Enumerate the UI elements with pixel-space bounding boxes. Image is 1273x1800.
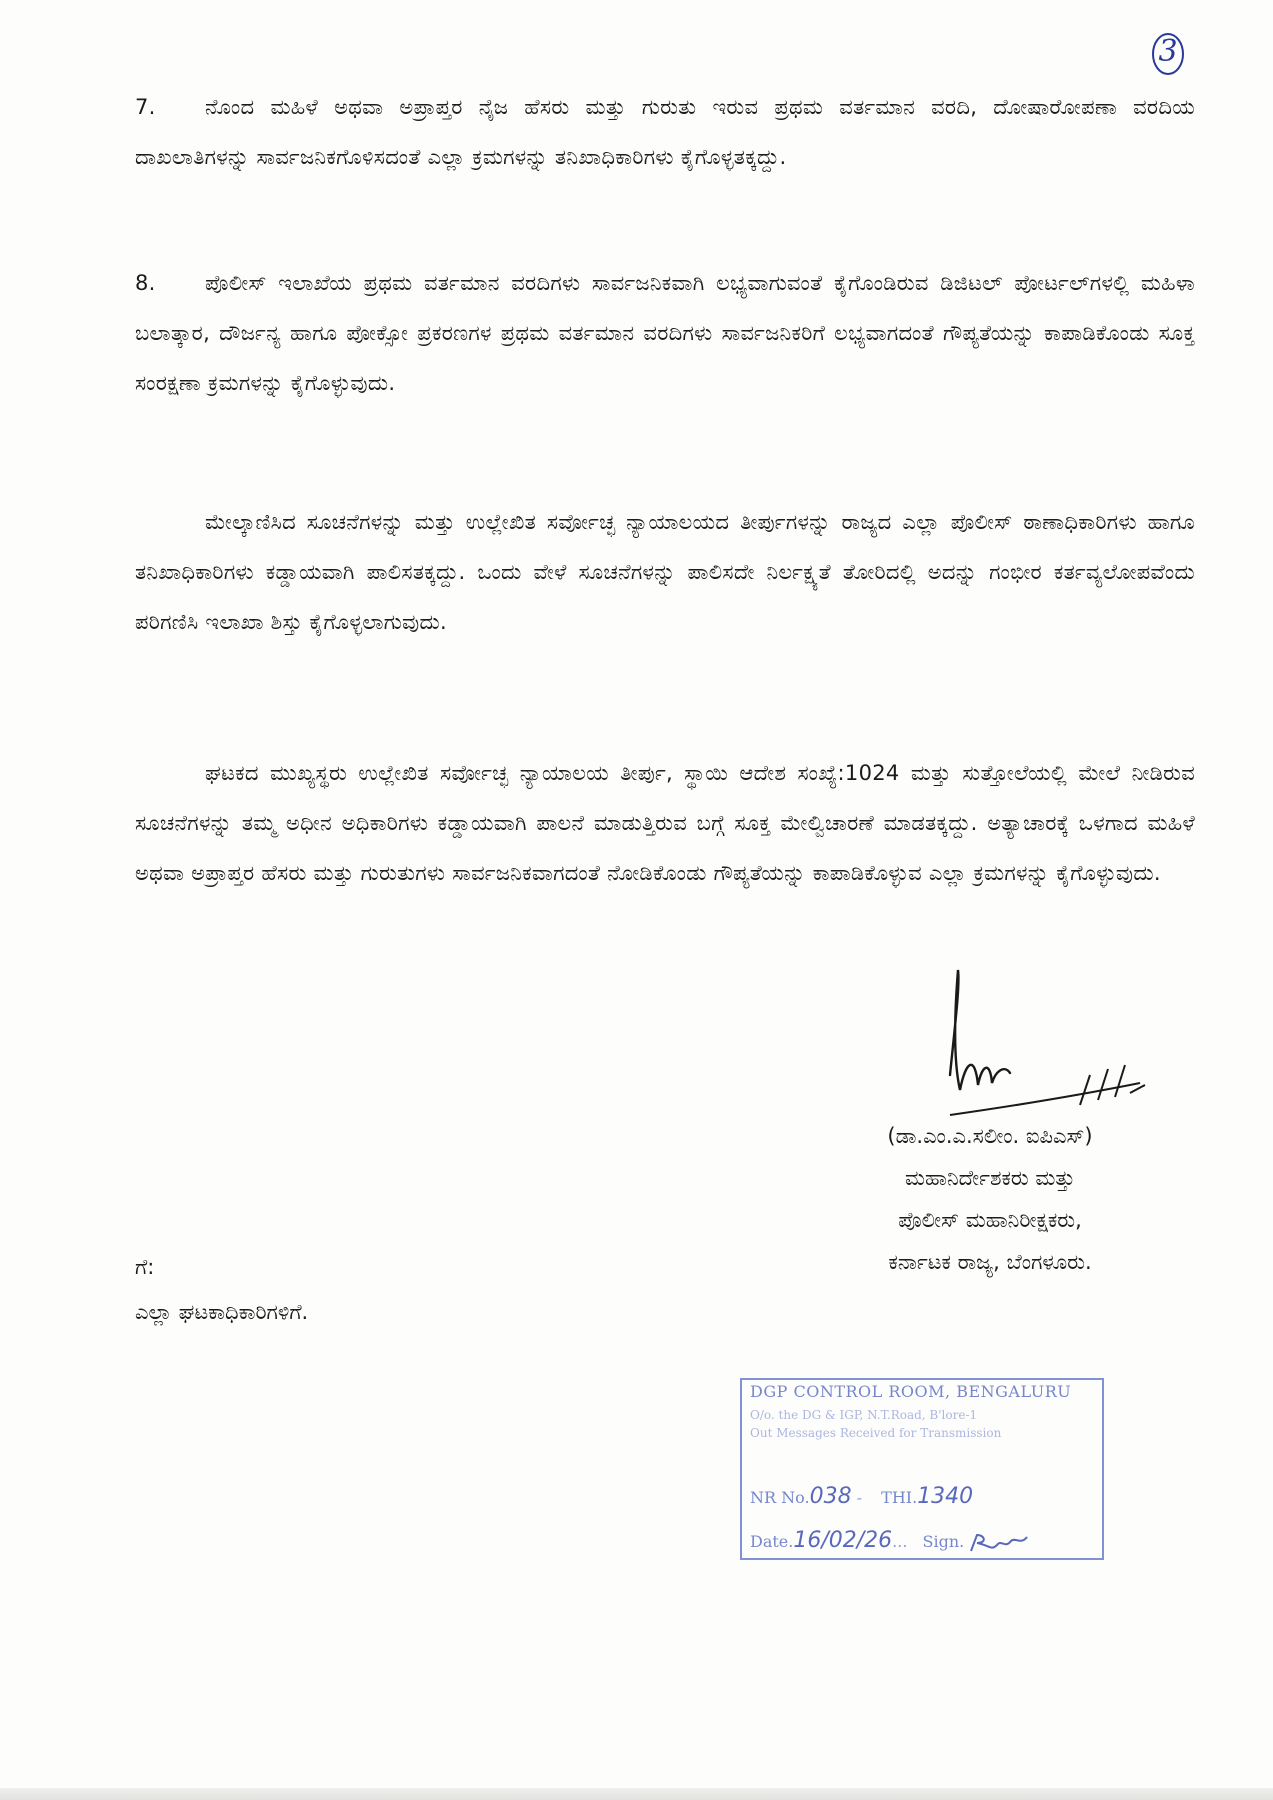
stamp-address-line: O/o. the DG & IGP, N.T.Road, B'lore-1: [750, 1408, 978, 1422]
stamp-messages-line: Out Messages Received for Transmission: [750, 1426, 1002, 1440]
paragraph-8: [135, 258, 1195, 408]
stamp-initials-scribble: [969, 1531, 1029, 1555]
paragraph-7: [135, 82, 1195, 182]
stamp-title: DGP CONTROL ROOM, BENGALURU: [750, 1382, 1072, 1401]
stamp-thi-value: 1340: [917, 1484, 974, 1509]
stamp-thi-label: THI.: [881, 1488, 918, 1507]
stamp-date-row: Date.16/02/26... Sign.: [750, 1528, 1029, 1555]
control-room-stamp: [740, 1378, 1104, 1560]
paragraph-instructions-text: ಮೇಲ್ಕಾಣಿಸಿದ ಸೂಚನೆಗಳನ್ನು ಮತ್ತು ಉಲ್ಲೇಖಿತ ಸರ್ವೋಚ್ಛ ನ್ಯಾಯಾಲಯದ ತೀರ್ಪುಗಳನ್ನು ರಾಜ್ಯದ ಎಲ್ಲಾ ಪೊಲೀಸ್ ಠಾಣಾಧಿಕಾರಿಗಳು ಹಾಗೂ ತನಿಖಾಧಿಕಾರಿಗಳು ಕಡ್ಡಾಯವಾಗಿ ಪಾಲಿಸತಕ್ಕದ್ದು. ಒಂದು ವೇಳೆ ಸೂಚನೆಗಳನ್ನು ಪಾಲಿಸದೇ ನಿರ್ಲಕ್ಷ್ಯತೆ ತೋರಿದಲ್ಲಿ ಅದನ್ನು ಗಂಭೀರ ಕರ್ತವ್ಯಲೋಪವೆಂದು ಪರಿಗಣಿಸಿ ಇಲಾಖಾ ಶಿಸ್ತು ಕೈಗೊಳ್ಳಲಾಗುವುದು.: [135, 510, 1195, 634]
signature-scribble: [930, 965, 1170, 1135]
signatory-name: (ಡಾ.ಎಂ.ಎ.ಸಲೀಂ. ಐಪಿಎಸ್): [887, 1124, 1093, 1148]
handwritten-signature: [930, 965, 1170, 1135]
signatory-designation-line3: ಕರ್ನಾಟಕ ರಾಜ್ಯ, ಬೆಂಗಳೂರು.: [888, 1250, 1092, 1274]
paragraph-supervision-text: ಘಟಕದ ಮುಖ್ಯಸ್ಥರು ಉಲ್ಲೇಖಿತ ಸರ್ವೋಚ್ಛ ನ್ಯಾಯಾಲಯ ತೀರ್ಪು, ಸ್ಥಾಯಿ ಆದೇಶ ಸಂಖ್ಯೆ:1024 ಮತ್ತು ಸುತ್ತೋಲೆಯಲ್ಲಿ ಮೇಲೆ ನೀಡಿರುವ ಸೂಚನೆಗಳನ್ನು ತಮ್ಮ ಅಧೀನ ಅಧಿಕಾರಿಗಳು ಕಡ್ಡಾಯವಾಗಿ ಪಾಲನೆ ಮಾಡುತ್ತಿರುವ ಬಗ್ಗೆ ಸೂಕ್ತ ಮೇಲ್ವಿಚಾರಣೆ ಮಾಡತಕ್ಕದ್ದು. ಅತ್ಯಾಚಾರಕ್ಕೆ ಒಳಗಾದ ಮಹಿಳೆ ಅಥವಾ ಅಪ್ರಾಪ್ತರ ಹೆಸರು ಮತ್ತು ಗುರುತುಗಳು ಸಾರ್ವಜನಿಕವಾಗದಂತೆ ನೋಡಿಕೊಂಡು ಗೌಪ್ಯತೆಯನ್ನು ಕಾಪಾಡಿಕೊಳ್ಳುವ ಎಲ್ಲಾ ಕ್ರಮಗಳನ್ನು ಕೈಗೊಳ್ಳುವುದು.: [135, 761, 1195, 885]
stamp-nr-row: NR No.038 - THI.1340: [750, 1484, 974, 1509]
page-number: [1148, 30, 1188, 78]
stamp-date-value: 16/02/26: [793, 1528, 893, 1553]
paragraph-8-text: ಪೊಲೀಸ್ ಇಲಾಖೆಯ ಪ್ರಥಮ ವರ್ತಮಾನ ವರದಿಗಳು ಸಾರ್ವಜನಿಕವಾಗಿ ಲಭ್ಯವಾಗುವಂತೆ ಕೈಗೊಂಡಿರುವ ಡಿಜಿಟಲ್ ಪೋರ್ಟಲ್‌ಗಳಲ್ಲಿ ಮಹಿಳಾ ಬಲಾತ್ಕಾರ, ದೌರ್ಜನ್ಯ ಹಾಗೂ ಪೋಕ್ಸೋ ಪ್ರಕರಣಗಳ ಪ್ರಥಮ ವರ್ತಮಾನ ವರದಿಗಳು ಸಾರ್ವಜನಿಕರಿಗೆ ಲಭ್ಯವಾಗದಂತೆ ಗೌಪ್ಯತೆಯನ್ನು ಕಾಪಾಡಿಕೊಂಡು ಸೂಕ್ತ ಸಂರಕ್ಷಣಾ ಕ್ರಮಗಳನ್ನು ಕೈಗೊಳ್ಳುವುದು.: [135, 271, 1195, 395]
stamp-sign-label: Sign.: [922, 1532, 965, 1551]
paragraph-supervision: [135, 748, 1195, 898]
signatory-block: [800, 1115, 1180, 1283]
recipient-value: ಎಲ್ಲಾ ಘಟಕಾಧಿಕಾರಿಗಳಿಗೆ.: [135, 1300, 309, 1324]
paragraph-7-number: 7.: [135, 95, 156, 119]
signatory-designation-line1: ಮಹಾನಿರ್ದೇಶಕರು ಮತ್ತು: [905, 1166, 1075, 1190]
stamp-nr-value: 038: [809, 1484, 852, 1509]
stamp-nr-label: NR No.: [750, 1488, 810, 1507]
paragraph-instructions: [135, 497, 1195, 647]
page-bottom-edge: [0, 1788, 1273, 1800]
paragraph-7-text: ನೊಂದ ಮಹಿಳೆ ಅಥವಾ ಅಪ್ರಾಪ್ತರ ನೈಜ ಹೆಸರು ಮತ್ತು ಗುರುತು ಇರುವ ಪ್ರಥಮ ವರ್ತಮಾನ ವರದಿ, ದೋಷಾರೋಪಣಾ ವರದಿಯ ದಾಖಲಾತಿಗಳನ್ನು ಸಾರ್ವಜನಿಕಗೊಳಿಸದಂತೆ ಎಲ್ಲಾ ಕ್ರಮಗಳನ್ನು ತನಿಖಾಧಿಕಾರಿಗಳು ಕೈಗೊಳ್ಳತಕ್ಕದ್ದು.: [135, 95, 1195, 169]
signatory-designation-line2: ಪೊಲೀಸ್ ಮಹಾನಿರೀಕ್ಷಕರು,: [898, 1208, 1082, 1232]
recipient-label: ಗೆ:: [135, 1255, 155, 1279]
stamp-date-label: Date.: [750, 1532, 794, 1551]
paragraph-8-number: 8.: [135, 271, 156, 295]
page-number-value: 3: [1158, 34, 1178, 69]
